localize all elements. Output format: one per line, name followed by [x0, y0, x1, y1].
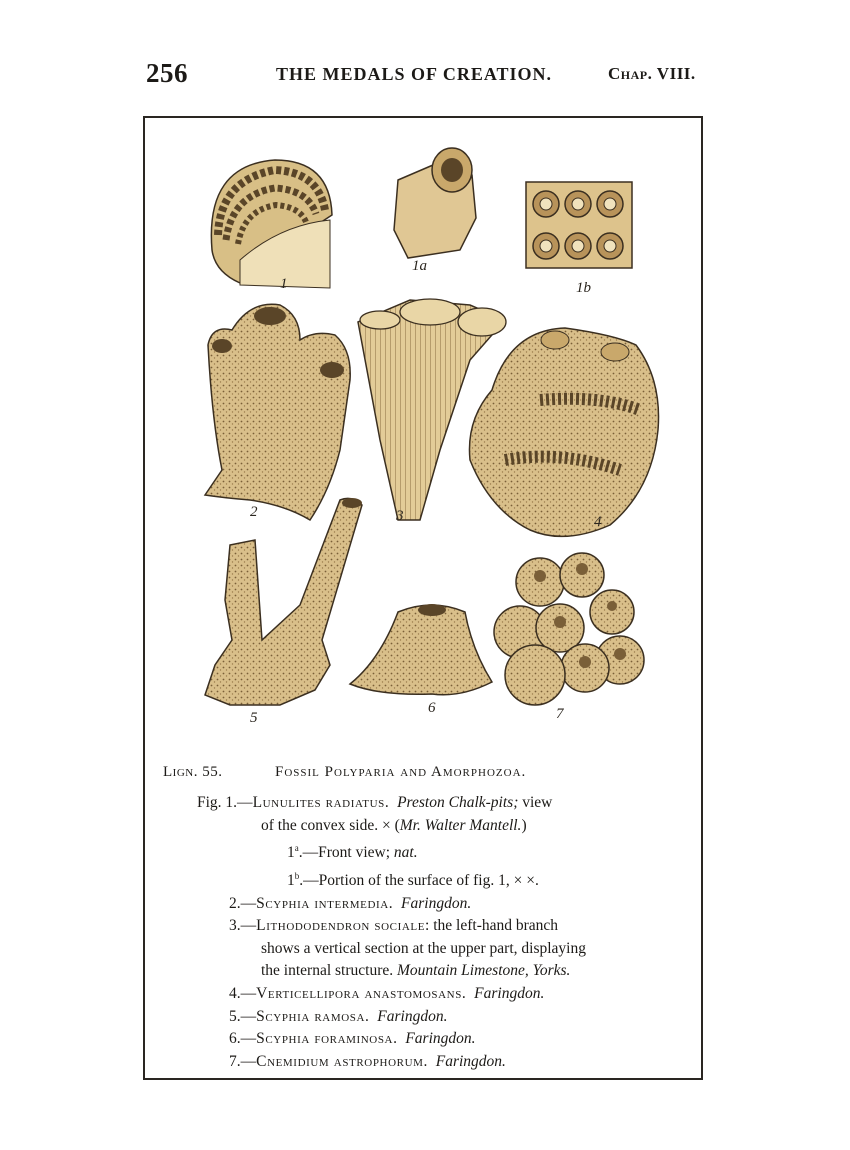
collector-name: Mr. Walter Mantell. — [399, 816, 522, 834]
species-name: Cnemidium astrophorum. — [256, 1052, 428, 1070]
fig-label-1a: 1a — [412, 258, 427, 274]
plate-title: Fossil Polyparia and Amorphozoa. — [275, 764, 527, 780]
caption-text: : the left-hand branch — [425, 917, 559, 935]
fig-label-7: 7 — [556, 706, 564, 722]
caption-prefix: 3.— — [229, 917, 257, 935]
locality: Faringdon. — [405, 1030, 476, 1048]
caption-text: view — [518, 794, 553, 811]
locality: Faringdon. — [401, 894, 472, 912]
caption-prefix: 5.— — [229, 1007, 257, 1025]
species-name: Lithododendron sociale — [256, 917, 426, 935]
caption-text: the internal structure. — [261, 962, 398, 980]
caption-text: ) — [521, 816, 527, 834]
book-title: THE MEDALS OF CREATION. — [276, 64, 553, 84]
locality: Faringdon. — [435, 1052, 506, 1070]
species-name: Verticellipora anastomosans. — [256, 985, 467, 1003]
fig-6-scyphia-foraminosa — [350, 604, 492, 695]
fig-label-1b: 1b — [576, 280, 591, 296]
figure-captions — [197, 792, 697, 1073]
fig-2-scyphia-intermedia — [205, 304, 350, 520]
caption-prefix: 6.— — [229, 1030, 257, 1048]
caption-fig-2 — [197, 893, 697, 916]
fig-label-6: 6 — [428, 700, 436, 716]
caption-prefix: 4.— — [229, 985, 257, 1003]
caption-fig-1b — [197, 865, 697, 893]
locality: Faringdon. — [377, 1007, 448, 1025]
caption-fig-1 — [197, 792, 697, 815]
chapter-label: Chap. VIII. — [608, 64, 696, 83]
fig-label-2: 2 — [250, 504, 258, 520]
caption-text: .—Front view; — [298, 844, 394, 862]
fig-1b-surface-portion — [526, 182, 632, 268]
caption-fig-4 — [197, 983, 697, 1006]
fig-7-cnemidium — [494, 553, 644, 705]
plate-caption-heading — [163, 764, 683, 781]
species-name: Scyphia ramosa. — [256, 1007, 370, 1025]
locality: Faringdon. — [474, 985, 545, 1003]
fig-5-scyphia-ramosa — [205, 498, 362, 705]
fig-label-3: 3 — [396, 508, 404, 524]
fig-label-1: 1 — [280, 276, 288, 292]
caption-number: 1 — [287, 844, 295, 862]
caption-fig-7 — [197, 1051, 697, 1074]
plate-number: Lign. 55. — [163, 764, 223, 780]
caption-number: 1 — [287, 872, 295, 890]
caption-prefix: 2.— — [229, 894, 257, 912]
caption-superscript: b — [294, 870, 300, 881]
fig-label-5: 5 — [250, 710, 258, 726]
species-name: Scyphia foraminosa. — [256, 1030, 398, 1048]
fig-1-lunulites — [211, 160, 332, 288]
caption-fig-1-line2 — [197, 815, 697, 838]
locality: Mountain Limestone, Yorks. — [397, 962, 571, 980]
caption-scale: nat. — [393, 844, 418, 862]
fig-1a-front-view — [394, 148, 476, 258]
locality: Preston Chalk-pits; — [397, 794, 519, 811]
caption-fig-6 — [197, 1028, 697, 1051]
caption-text: shows a vertical section at the upper part, displaying — [261, 939, 586, 957]
fig-label-4: 4 — [594, 514, 602, 530]
fig-4-verticellipora — [469, 328, 658, 536]
species-name: Scyphia intermedia. — [256, 894, 394, 912]
caption-fig-3-line2 — [197, 938, 697, 961]
caption-prefix: Fig. 1.— — [197, 794, 253, 811]
caption-fig-5 — [197, 1006, 697, 1029]
caption-fig-3 — [197, 915, 697, 938]
species-name: Lunulites radiatus. — [252, 794, 390, 811]
caption-text: of the convex side. × ( — [261, 816, 400, 834]
caption-fig-1a — [197, 837, 697, 865]
caption-fig-3-line3 — [197, 960, 697, 983]
page-number: 256 — [146, 58, 188, 88]
caption-text: .—Portion of the surface of fig. 1, × ×. — [299, 872, 539, 890]
caption-prefix: 7.— — [229, 1052, 257, 1070]
caption-superscript: a — [294, 843, 299, 854]
